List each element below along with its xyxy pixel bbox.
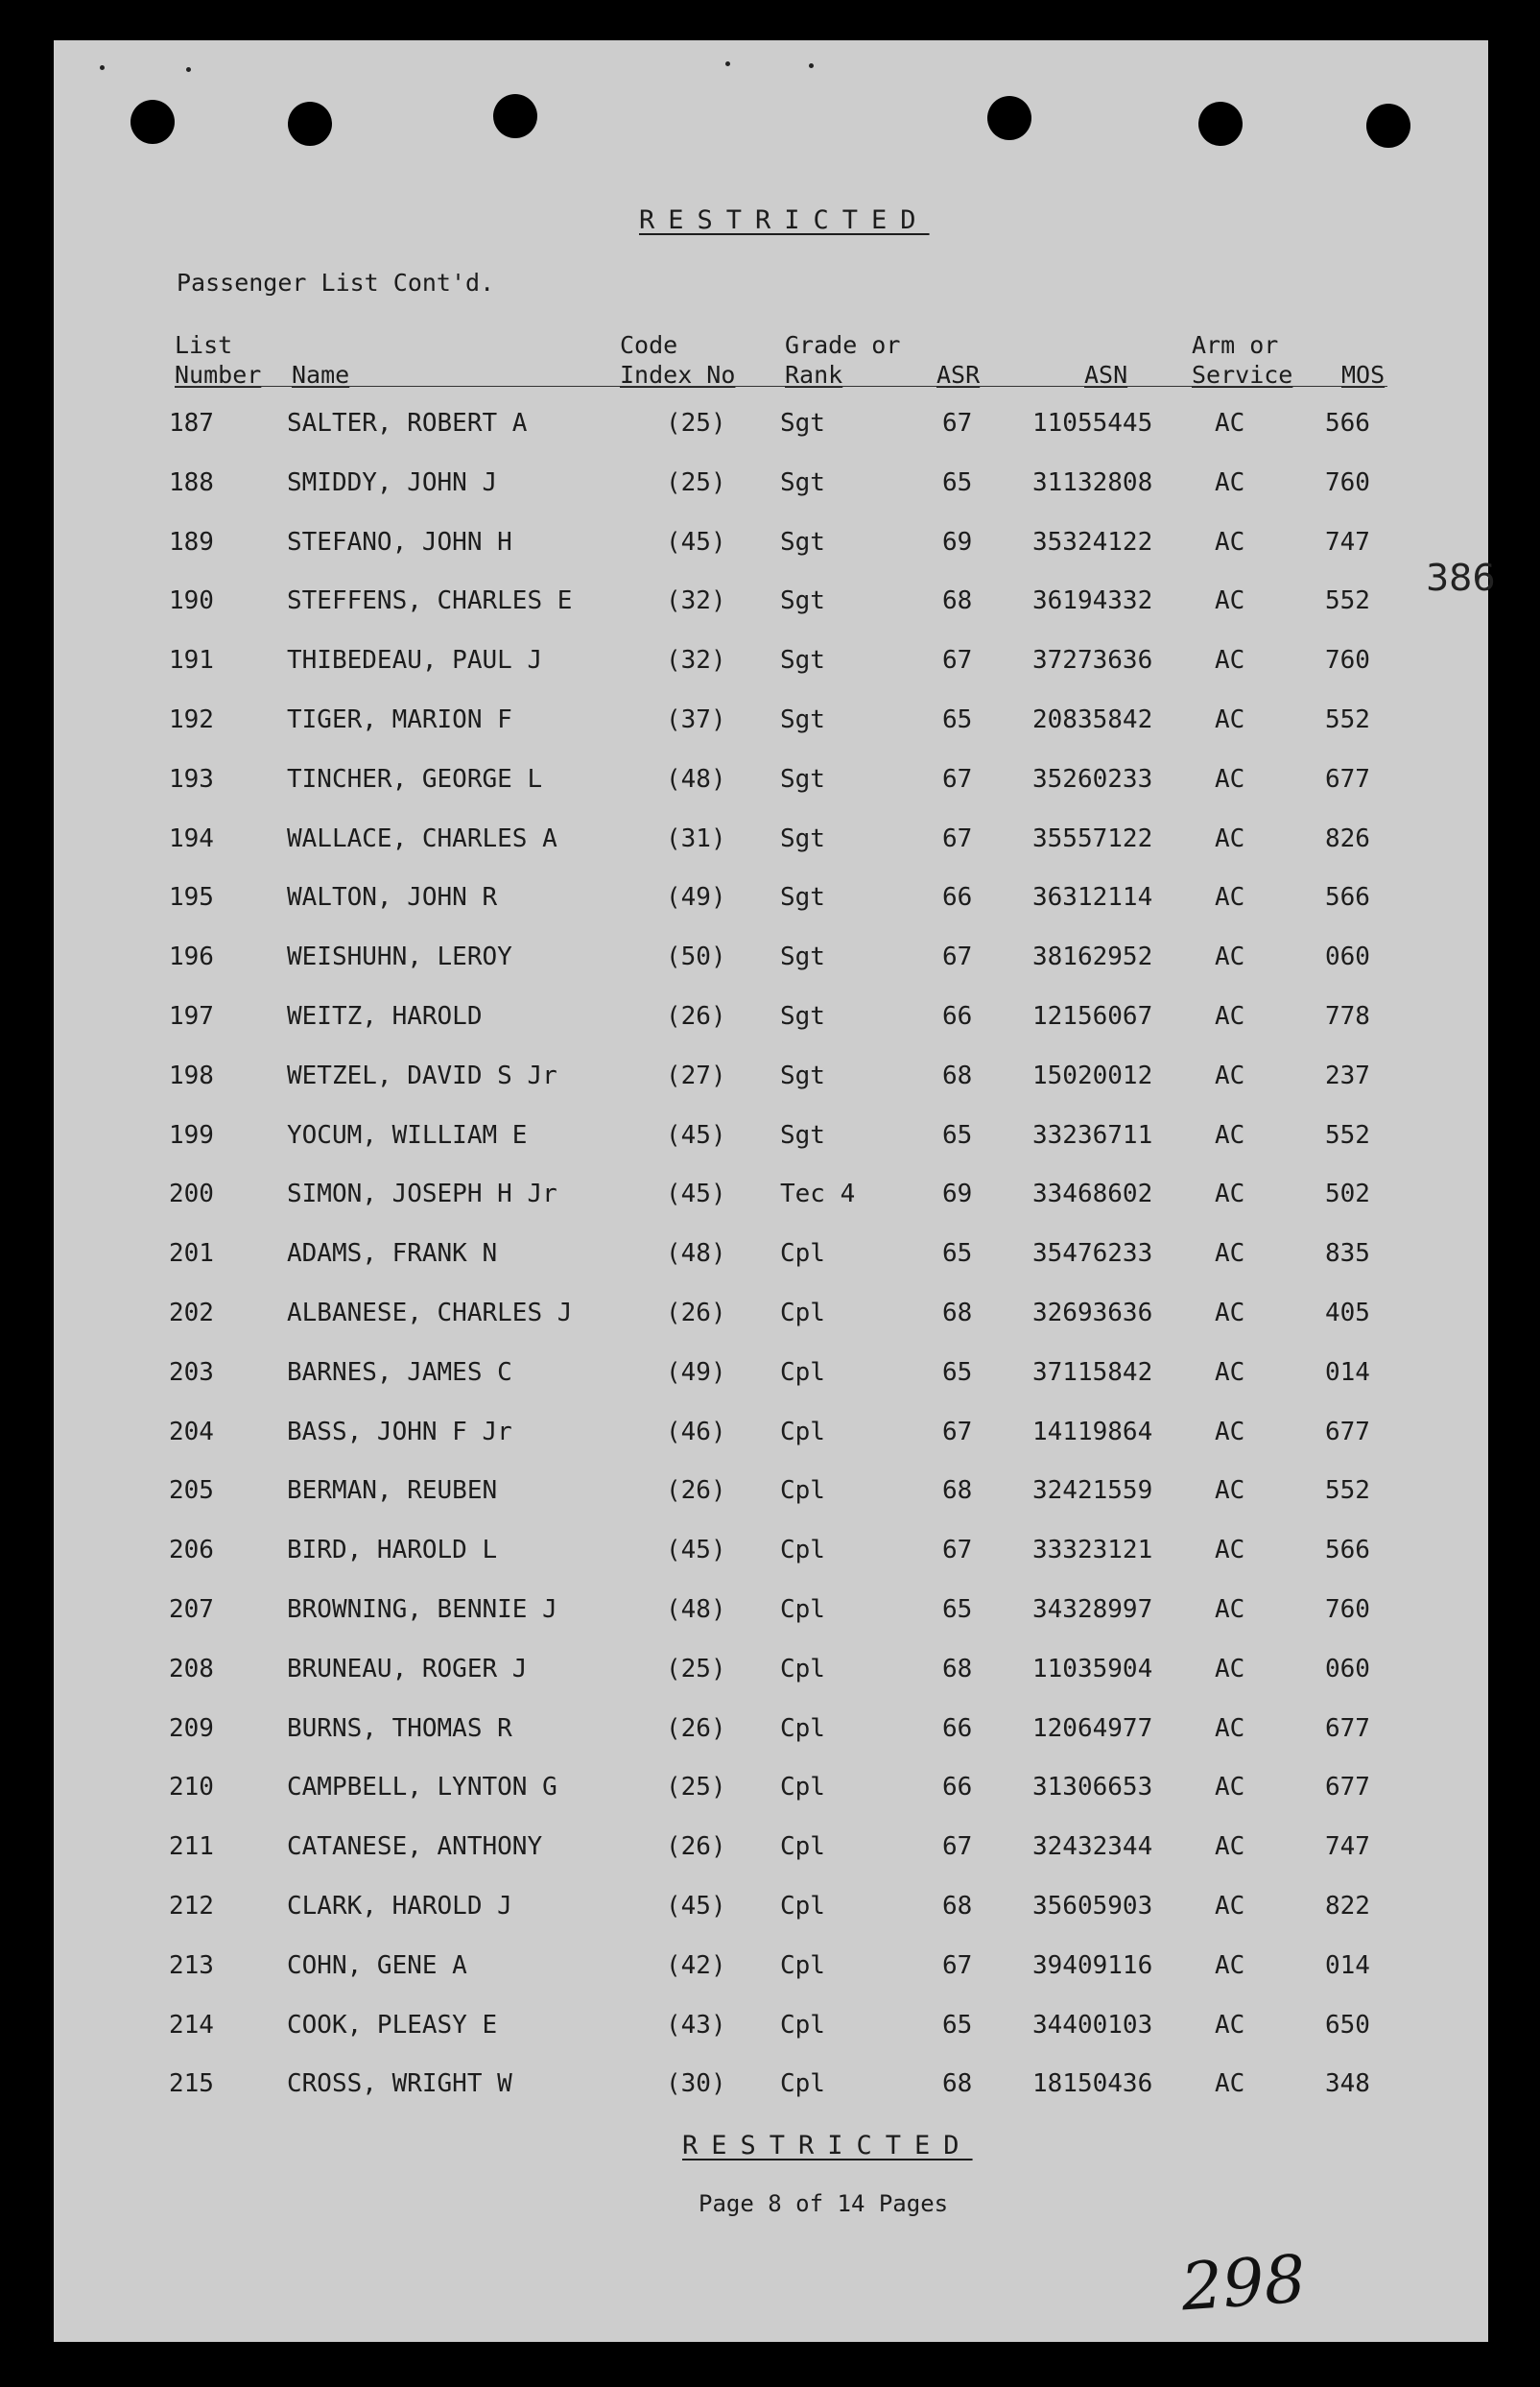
asr-value: 67 xyxy=(942,824,973,853)
asr-value: 66 xyxy=(942,1002,973,1031)
grade-rank: Sgt xyxy=(780,1062,825,1090)
passenger-name: CATANESE, ANTHONY xyxy=(287,1832,543,1861)
list-number: 213 xyxy=(169,1951,214,1980)
mos-value: 778 xyxy=(1325,1002,1370,1031)
code-index: (25) xyxy=(666,468,726,497)
passenger-name: BARNES, JAMES C xyxy=(287,1358,512,1387)
asr-value: 68 xyxy=(942,2069,973,2098)
arm-service: AC xyxy=(1215,2011,1245,2040)
passenger-name: WALLACE, CHARLES A xyxy=(287,824,557,853)
passenger-name: BASS, JOHN F Jr xyxy=(287,1418,512,1446)
passenger-name: BURNS, THOMAS R xyxy=(287,1714,512,1743)
asn-value: 36312114 xyxy=(1032,883,1153,912)
grade-rank: Sgt xyxy=(780,765,825,794)
asn-value: 39409116 xyxy=(1032,1951,1153,1980)
asn-value: 12064977 xyxy=(1032,1714,1153,1743)
list-number: 196 xyxy=(169,943,214,971)
column-header-grade: Grade or Rank xyxy=(785,331,901,389)
grade-rank: Cpl xyxy=(780,1832,825,1861)
arm-service: AC xyxy=(1215,1180,1245,1208)
asn-value: 11055445 xyxy=(1032,409,1153,438)
list-number: 192 xyxy=(169,705,214,734)
code-index: (30) xyxy=(666,2069,726,2098)
column-header-arm-service: Arm or Service xyxy=(1192,331,1293,389)
arm-service: AC xyxy=(1215,586,1245,615)
passenger-name: BERMAN, REUBEN xyxy=(287,1476,498,1505)
arm-service: AC xyxy=(1215,1062,1245,1090)
passenger-name: YOCUM, WILLIAM E xyxy=(287,1121,528,1150)
grade-rank: Cpl xyxy=(780,1892,825,1921)
mos-value: 566 xyxy=(1325,409,1370,438)
column-header-mos: MOS xyxy=(1341,361,1386,389)
asn-value: 15020012 xyxy=(1032,1062,1153,1090)
passenger-name: SMIDDY, JOHN J xyxy=(287,468,498,497)
asr-value: 69 xyxy=(942,528,973,557)
asn-value: 35476233 xyxy=(1032,1239,1153,1268)
mos-value: 014 xyxy=(1325,1358,1370,1387)
punch-hole xyxy=(1198,102,1243,146)
mos-value: 826 xyxy=(1325,824,1370,853)
passenger-name: WEISHUHN, LEROY xyxy=(287,943,512,971)
grade-rank: Cpl xyxy=(780,1358,825,1387)
table-row xyxy=(54,1180,1488,1218)
asn-value: 33468602 xyxy=(1032,1180,1153,1208)
table-row xyxy=(54,1418,1488,1456)
asr-value: 65 xyxy=(942,1595,973,1624)
grade-rank: Cpl xyxy=(780,1239,825,1268)
asr-value: 68 xyxy=(942,1892,973,1921)
asr-value: 67 xyxy=(942,943,973,971)
grade-rank: Cpl xyxy=(780,2011,825,2040)
mos-value: 677 xyxy=(1325,765,1370,794)
mos-value: 348 xyxy=(1325,2069,1370,2098)
punch-hole xyxy=(130,100,175,144)
table-row xyxy=(54,1773,1488,1811)
arm-service: AC xyxy=(1215,2069,1245,2098)
code-index: (26) xyxy=(666,1832,726,1861)
list-number: 209 xyxy=(169,1714,214,1743)
arm-service: AC xyxy=(1215,1595,1245,1624)
arm-service: AC xyxy=(1215,1418,1245,1446)
arm-service: AC xyxy=(1215,1655,1245,1683)
list-number: 202 xyxy=(169,1299,214,1327)
grade-rank: Cpl xyxy=(780,1299,825,1327)
asr-value: 66 xyxy=(942,1773,973,1802)
list-number: 201 xyxy=(169,1239,214,1268)
mos-value: 552 xyxy=(1325,1476,1370,1505)
asr-value: 68 xyxy=(942,1476,973,1505)
asn-value: 20835842 xyxy=(1032,705,1153,734)
table-row xyxy=(54,1536,1488,1574)
asr-value: 67 xyxy=(942,765,973,794)
code-index: (32) xyxy=(666,586,726,615)
list-number: 205 xyxy=(169,1476,214,1505)
table-row xyxy=(54,765,1488,803)
passenger-name: WEITZ, HAROLD xyxy=(287,1002,483,1031)
asn-value: 35557122 xyxy=(1032,824,1153,853)
table-row xyxy=(54,943,1488,981)
page-subtitle: Passenger List Cont'd. xyxy=(177,269,495,297)
passenger-name: WETZEL, DAVID S Jr xyxy=(287,1062,557,1090)
arm-service: AC xyxy=(1215,1121,1245,1150)
passenger-name: STEFANO, JOHN H xyxy=(287,528,512,557)
asn-value: 35605903 xyxy=(1032,1892,1153,1921)
list-number: 199 xyxy=(169,1121,214,1150)
mos-value: 677 xyxy=(1325,1418,1370,1446)
arm-service: AC xyxy=(1215,409,1245,438)
code-index: (46) xyxy=(666,1418,726,1446)
code-index: (48) xyxy=(666,1239,726,1268)
asr-value: 69 xyxy=(942,1180,973,1208)
asr-value: 67 xyxy=(942,1951,973,1980)
list-number: 193 xyxy=(169,765,214,794)
asn-value: 33323121 xyxy=(1032,1536,1153,1564)
arm-service: AC xyxy=(1215,1832,1245,1861)
code-index: (26) xyxy=(666,1002,726,1031)
asr-value: 67 xyxy=(942,1832,973,1861)
asn-value: 32421559 xyxy=(1032,1476,1153,1505)
passenger-name: STEFFENS, CHARLES E xyxy=(287,586,573,615)
column-header-asn: ASN xyxy=(1084,361,1128,389)
grade-rank: Sgt xyxy=(780,409,825,438)
code-index: (42) xyxy=(666,1951,726,1980)
list-number: 190 xyxy=(169,586,214,615)
arm-service: AC xyxy=(1215,1239,1245,1268)
grade-rank: Cpl xyxy=(780,1655,825,1683)
arm-service: AC xyxy=(1215,1358,1245,1387)
passenger-name: BRUNEAU, ROGER J xyxy=(287,1655,528,1683)
code-index: (31) xyxy=(666,824,726,853)
table-row xyxy=(54,705,1488,744)
mos-value: 747 xyxy=(1325,1832,1370,1861)
code-index: (25) xyxy=(666,409,726,438)
mos-value: 835 xyxy=(1325,1239,1370,1268)
asr-value: 65 xyxy=(942,468,973,497)
grade-rank: Sgt xyxy=(780,1002,825,1031)
table-row xyxy=(54,883,1488,921)
arm-service: AC xyxy=(1215,1299,1245,1327)
arm-service: AC xyxy=(1215,824,1245,853)
list-number: 197 xyxy=(169,1002,214,1031)
mos-value: 060 xyxy=(1325,943,1370,971)
table-row xyxy=(54,1002,1488,1040)
list-number: 211 xyxy=(169,1832,214,1861)
table-row xyxy=(54,468,1488,507)
list-number: 212 xyxy=(169,1892,214,1921)
asn-value: 31306653 xyxy=(1032,1773,1153,1802)
list-number: 204 xyxy=(169,1418,214,1446)
arm-service: AC xyxy=(1215,1714,1245,1743)
passenger-name: CAMPBELL, LYNTON G xyxy=(287,1773,557,1802)
list-number: 194 xyxy=(169,824,214,853)
mos-value: 566 xyxy=(1325,883,1370,912)
punch-hole xyxy=(987,96,1031,140)
list-number: 214 xyxy=(169,2011,214,2040)
asr-value: 68 xyxy=(942,1062,973,1090)
passenger-name: ALBANESE, CHARLES J xyxy=(287,1299,573,1327)
arm-service: AC xyxy=(1215,528,1245,557)
asn-value: 34328997 xyxy=(1032,1595,1153,1624)
table-row xyxy=(54,1655,1488,1693)
code-index: (26) xyxy=(666,1299,726,1327)
mos-value: 405 xyxy=(1325,1299,1370,1327)
paper-speck xyxy=(186,67,191,72)
list-number: 200 xyxy=(169,1180,214,1208)
table-row xyxy=(54,528,1488,566)
passenger-name: COHN, GENE A xyxy=(287,1951,467,1980)
grade-rank: Cpl xyxy=(780,1418,825,1446)
table-row xyxy=(54,1299,1488,1337)
grade-rank: Sgt xyxy=(780,943,825,971)
grade-rank: Sgt xyxy=(780,883,825,912)
punch-hole xyxy=(493,94,537,138)
arm-service: AC xyxy=(1215,646,1245,675)
asn-value: 37273636 xyxy=(1032,646,1153,675)
asr-value: 68 xyxy=(942,586,973,615)
asr-value: 65 xyxy=(942,1358,973,1387)
mos-value: 237 xyxy=(1325,1062,1370,1090)
asn-value: 12156067 xyxy=(1032,1002,1153,1031)
table-row xyxy=(54,824,1488,863)
table-row xyxy=(54,1892,1488,1930)
column-header-name: Name xyxy=(292,361,350,389)
asn-value: 32432344 xyxy=(1032,1832,1153,1861)
asr-value: 66 xyxy=(942,883,973,912)
grade-rank: Cpl xyxy=(780,1536,825,1564)
mos-value: 760 xyxy=(1325,646,1370,675)
stamp-number: 386 xyxy=(1426,557,1496,599)
arm-service: AC xyxy=(1215,883,1245,912)
table-row xyxy=(54,1714,1488,1753)
passenger-name: SIMON, JOSEPH H Jr xyxy=(287,1180,557,1208)
asr-value: 67 xyxy=(942,1536,973,1564)
page-number: Page 8 of 14 Pages xyxy=(699,2190,949,2217)
passenger-name: WALTON, JOHN R xyxy=(287,883,498,912)
document-page xyxy=(54,40,1496,2342)
passenger-name: BIRD, HAROLD L xyxy=(287,1536,498,1564)
column-header-list-number: List Number xyxy=(175,331,262,389)
asr-value: 65 xyxy=(942,705,973,734)
paper-speck xyxy=(100,65,105,70)
asr-value: 67 xyxy=(942,646,973,675)
list-number: 189 xyxy=(169,528,214,557)
passenger-name: SALTER, ROBERT A xyxy=(287,409,528,438)
list-number: 198 xyxy=(169,1062,214,1090)
code-index: (45) xyxy=(666,1180,726,1208)
table-row xyxy=(54,586,1488,625)
mos-value: 760 xyxy=(1325,1595,1370,1624)
handwritten-number: 298 xyxy=(1178,2241,1309,2327)
list-number: 195 xyxy=(169,883,214,912)
arm-service: AC xyxy=(1215,705,1245,734)
passenger-name: CLARK, HAROLD J xyxy=(287,1892,512,1921)
passenger-name: TIGER, MARION F xyxy=(287,705,512,734)
header-restricted-label: RESTRICTED xyxy=(639,205,930,235)
grade-rank: Cpl xyxy=(780,1476,825,1505)
code-index: (45) xyxy=(666,528,726,557)
arm-service: AC xyxy=(1215,1476,1245,1505)
grade-rank: Cpl xyxy=(780,2069,825,2098)
mos-value: 760 xyxy=(1325,468,1370,497)
punch-hole xyxy=(1366,104,1410,148)
mos-value: 650 xyxy=(1325,2011,1370,2040)
asr-value: 66 xyxy=(942,1714,973,1743)
code-index: (48) xyxy=(666,1595,726,1624)
asn-value: 35324122 xyxy=(1032,528,1153,557)
asn-value: 14119864 xyxy=(1032,1418,1153,1446)
table-row xyxy=(54,1121,1488,1159)
mos-value: 014 xyxy=(1325,1951,1370,1980)
asn-value: 34400103 xyxy=(1032,2011,1153,2040)
arm-service: AC xyxy=(1215,943,1245,971)
table-row xyxy=(54,1476,1488,1515)
asr-value: 65 xyxy=(942,1239,973,1268)
table-row xyxy=(54,2011,1488,2049)
code-index: (25) xyxy=(666,1773,726,1802)
table-row xyxy=(54,409,1488,447)
mos-value: 060 xyxy=(1325,1655,1370,1683)
arm-service: AC xyxy=(1215,1951,1245,1980)
code-index: (50) xyxy=(666,943,726,971)
passenger-name: THIBEDEAU, PAUL J xyxy=(287,646,543,675)
table-row xyxy=(54,1358,1488,1396)
asn-value: 33236711 xyxy=(1032,1121,1153,1150)
mos-value: 552 xyxy=(1325,1121,1370,1150)
code-index: (25) xyxy=(666,1655,726,1683)
list-number: 207 xyxy=(169,1595,214,1624)
grade-rank: Sgt xyxy=(780,646,825,675)
paper-speck xyxy=(725,61,730,66)
list-number: 206 xyxy=(169,1536,214,1564)
arm-service: AC xyxy=(1215,1002,1245,1031)
table-row xyxy=(54,2069,1488,2108)
arm-service: AC xyxy=(1215,1536,1245,1564)
paper-speck xyxy=(809,63,814,68)
grade-rank: Sgt xyxy=(780,705,825,734)
mos-value: 747 xyxy=(1325,528,1370,557)
list-number: 215 xyxy=(169,2069,214,2098)
grade-rank: Sgt xyxy=(780,824,825,853)
grade-rank: Cpl xyxy=(780,1951,825,1980)
passenger-name: TINCHER, GEORGE L xyxy=(287,765,543,794)
code-index: (45) xyxy=(666,1536,726,1564)
grade-rank: Sgt xyxy=(780,528,825,557)
table-row xyxy=(54,1062,1488,1100)
grade-rank: Sgt xyxy=(780,1121,825,1150)
code-index: (49) xyxy=(666,883,726,912)
arm-service: AC xyxy=(1215,1773,1245,1802)
code-index: (26) xyxy=(666,1714,726,1743)
grade-rank: Cpl xyxy=(780,1773,825,1802)
asn-value: 18150436 xyxy=(1032,2069,1153,2098)
list-number: 187 xyxy=(169,409,214,438)
arm-service: AC xyxy=(1215,765,1245,794)
grade-rank: Tec 4 xyxy=(780,1180,856,1208)
column-header-asr: ASR xyxy=(936,361,981,389)
table-row xyxy=(54,646,1488,684)
code-index: (26) xyxy=(666,1476,726,1505)
asr-value: 68 xyxy=(942,1655,973,1683)
passenger-name: COOK, PLEASY E xyxy=(287,2011,498,2040)
grade-rank: Cpl xyxy=(780,1714,825,1743)
table-row xyxy=(54,1239,1488,1277)
asr-value: 67 xyxy=(942,1418,973,1446)
passenger-name: ADAMS, FRANK N xyxy=(287,1239,498,1268)
asn-value: 31132808 xyxy=(1032,468,1153,497)
list-number: 191 xyxy=(169,646,214,675)
mos-value: 677 xyxy=(1325,1714,1370,1743)
mos-value: 552 xyxy=(1325,705,1370,734)
code-index: (32) xyxy=(666,646,726,675)
table-row xyxy=(54,1832,1488,1871)
asn-value: 32693636 xyxy=(1032,1299,1153,1327)
code-index: (49) xyxy=(666,1358,726,1387)
asn-value: 38162952 xyxy=(1032,943,1153,971)
mos-value: 566 xyxy=(1325,1536,1370,1564)
header-rule xyxy=(175,386,1387,387)
code-index: (45) xyxy=(666,1892,726,1921)
asn-value: 35260233 xyxy=(1032,765,1153,794)
footer-restricted-label: RESTRICTED xyxy=(682,2131,973,2160)
asr-value: 65 xyxy=(942,2011,973,2040)
code-index: (37) xyxy=(666,705,726,734)
table-row xyxy=(54,1595,1488,1634)
asr-value: 68 xyxy=(942,1299,973,1327)
arm-service: AC xyxy=(1215,468,1245,497)
grade-rank: Cpl xyxy=(780,1595,825,1624)
list-number: 203 xyxy=(169,1358,214,1387)
code-index: (43) xyxy=(666,2011,726,2040)
list-number: 208 xyxy=(169,1655,214,1683)
mos-value: 822 xyxy=(1325,1892,1370,1921)
grade-rank: Sgt xyxy=(780,586,825,615)
asn-value: 37115842 xyxy=(1032,1358,1153,1387)
code-index: (45) xyxy=(666,1121,726,1150)
passenger-name: BROWNING, BENNIE J xyxy=(287,1595,557,1624)
code-index: (48) xyxy=(666,765,726,794)
mos-value: 502 xyxy=(1325,1180,1370,1208)
punch-hole xyxy=(288,102,332,146)
code-index: (27) xyxy=(666,1062,726,1090)
column-header-code-index: Code Index No xyxy=(620,331,736,389)
asr-value: 65 xyxy=(942,1121,973,1150)
list-number: 210 xyxy=(169,1773,214,1802)
asn-value: 11035904 xyxy=(1032,1655,1153,1683)
mos-value: 677 xyxy=(1325,1773,1370,1802)
asn-value: 36194332 xyxy=(1032,586,1153,615)
table-row xyxy=(54,1951,1488,1990)
arm-service: AC xyxy=(1215,1892,1245,1921)
asr-value: 67 xyxy=(942,409,973,438)
grade-rank: Sgt xyxy=(780,468,825,497)
mos-value: 552 xyxy=(1325,586,1370,615)
list-number: 188 xyxy=(169,468,214,497)
passenger-name: CROSS, WRIGHT W xyxy=(287,2069,512,2098)
